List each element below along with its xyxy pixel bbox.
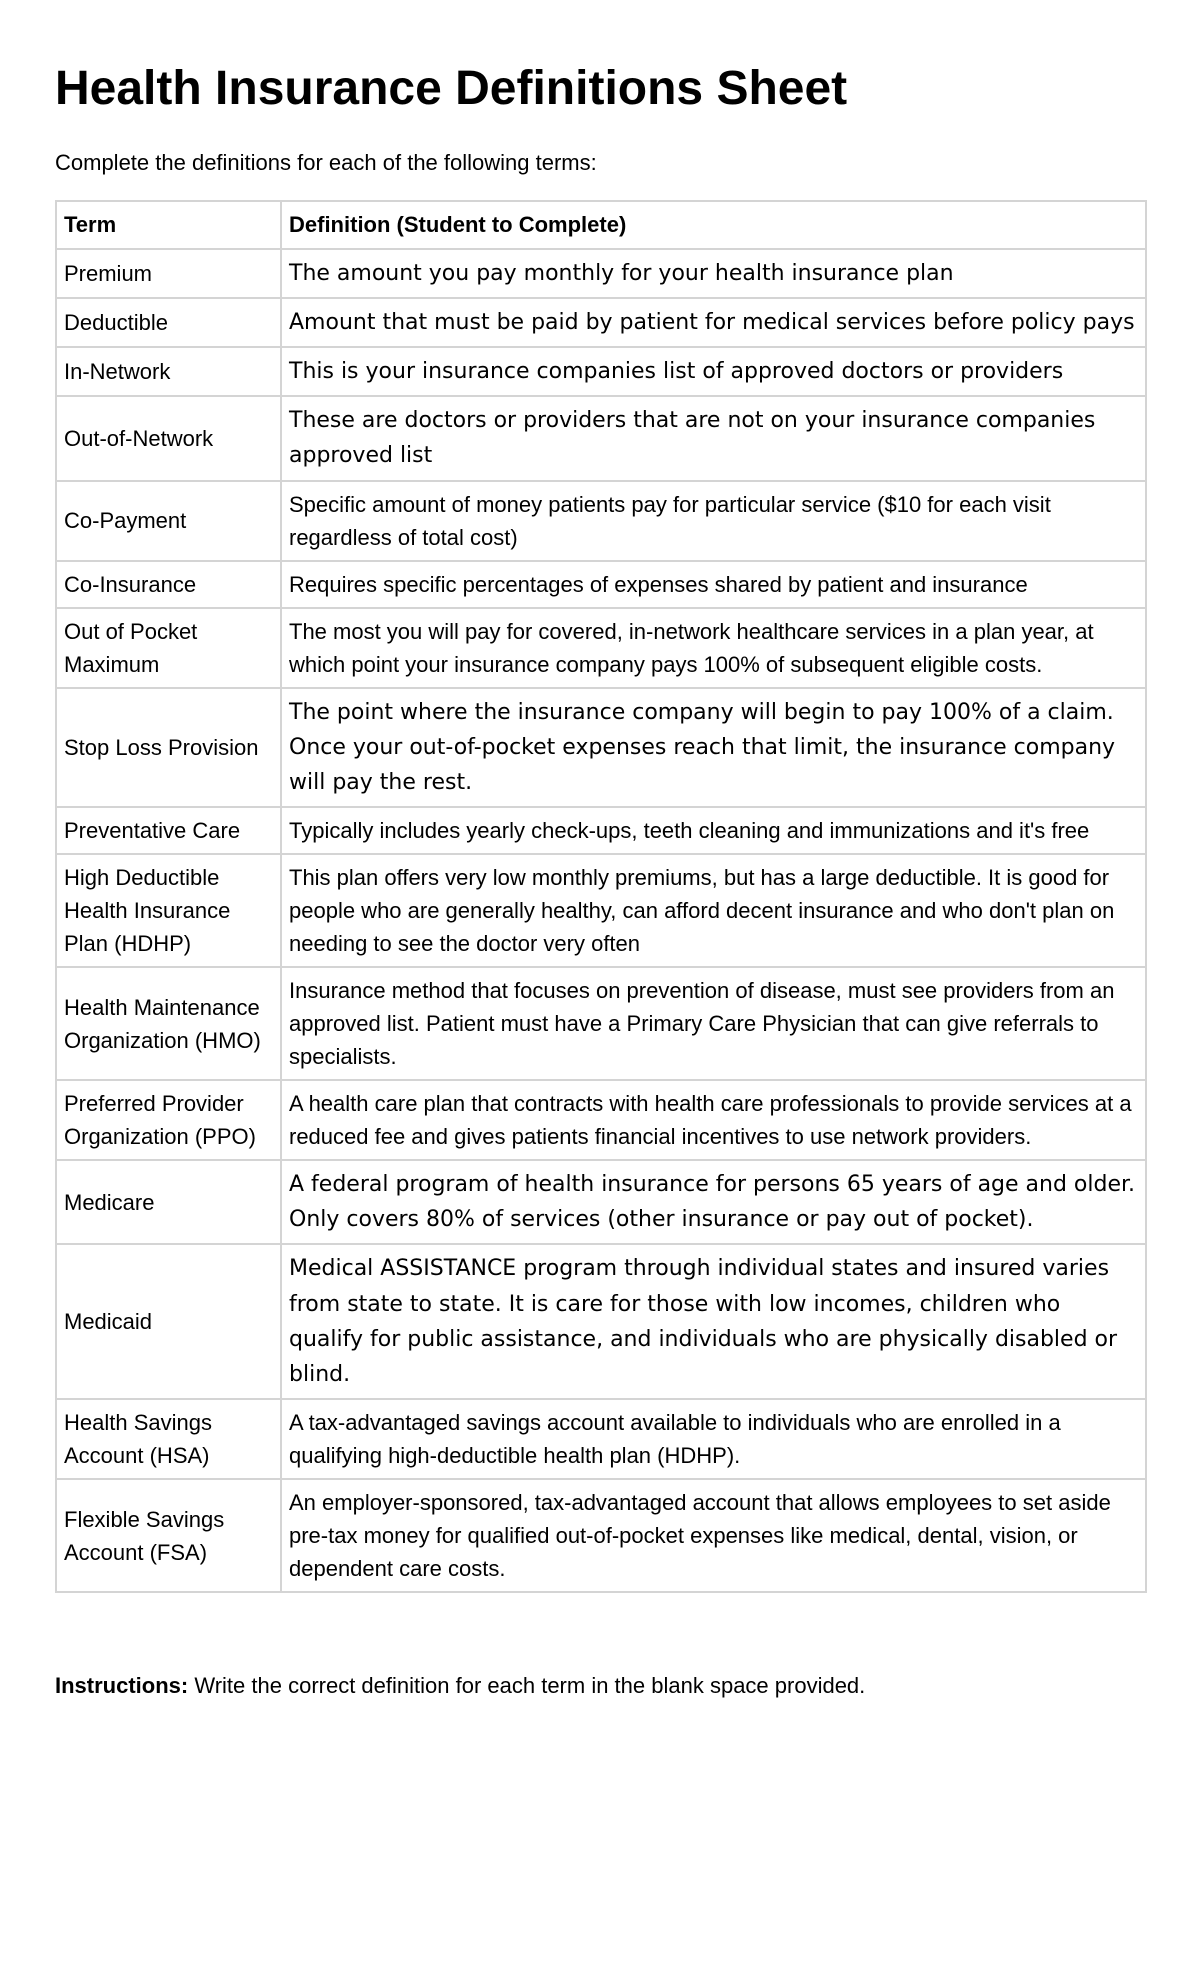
- table-row: [56, 481, 1146, 561]
- table-row: [56, 561, 1146, 608]
- definition-cell[interactable]: Amount that must be paid by patient for medical services before policy pays: [281, 298, 1146, 347]
- definition-cell[interactable]: This plan offers very low monthly premiums, but has a large deductible. It is good for people who are generally healthy, can afford decent insurance and who don't plan on needing to see the doctor very often: [281, 854, 1146, 967]
- table-row: [56, 1080, 1146, 1160]
- term-cell: Flexible Savings Account (FSA): [56, 1479, 281, 1592]
- table-header-row: [56, 201, 1146, 249]
- table-row: [56, 347, 1146, 396]
- table-row: [56, 608, 1146, 688]
- term-cell: Co-Payment: [56, 481, 281, 561]
- table-row: [56, 688, 1146, 808]
- definition-cell[interactable]: This is your insurance companies list of approved doctors or providers: [281, 347, 1146, 396]
- definition-cell[interactable]: Specific amount of money patients pay for particular service ($10 for each visit regardless of total cost): [281, 481, 1146, 561]
- definition-cell[interactable]: A tax-advantaged savings account available to individuals who are enrolled in a qualifying high-deductible health plan (HDHP).: [281, 1399, 1146, 1479]
- definition-cell[interactable]: An employer-sponsored, tax-advantaged account that allows employees to set aside pre-tax money for qualified out-of-pocket expenses like medical, dental, vision, or dependent care costs.: [281, 1479, 1146, 1592]
- instructions-label: Instructions:: [55, 1673, 189, 1699]
- instructions: [55, 1673, 1145, 1699]
- definition-cell[interactable]: Typically includes yearly check-ups, teeth cleaning and immunizations and it's free: [281, 807, 1146, 854]
- term-cell: In-Network: [56, 347, 281, 396]
- table-row: [56, 249, 1146, 298]
- table-row: [56, 396, 1146, 480]
- term-cell: Health Savings Account (HSA): [56, 1399, 281, 1479]
- instructions-text: Write the correct definition for each term in the blank space provided.: [188, 1673, 866, 1699]
- term-cell: Preventative Care: [56, 807, 281, 854]
- term-cell: Health Maintenance Organization (HMO): [56, 967, 281, 1080]
- definition-cell[interactable]: The most you will pay for covered, in-network healthcare services in a plan year, at which point your insurance company pays 100% of subsequent eligible costs.: [281, 608, 1146, 688]
- table-row: [56, 854, 1146, 967]
- term-cell: Medicare: [56, 1160, 281, 1244]
- term-cell: Deductible: [56, 298, 281, 347]
- table-row: [56, 807, 1146, 854]
- term-cell: Premium: [56, 249, 281, 298]
- definition-cell[interactable]: The amount you pay monthly for your health insurance plan: [281, 249, 1146, 298]
- term-cell: Out-of-Network: [56, 396, 281, 480]
- definition-cell[interactable]: A federal program of health insurance for persons 65 years of age and older. Only covers 80% of services (other insurance or pay out of pocket).: [281, 1160, 1146, 1244]
- definition-cell[interactable]: Insurance method that focuses on prevention of disease, must see providers from an approved list. Patient must have a Primary Care Physician that can give referrals to specialists.: [281, 967, 1146, 1080]
- table-row: [56, 1479, 1146, 1592]
- term-cell: Medicaid: [56, 1244, 281, 1399]
- table-row: [56, 298, 1146, 347]
- definition-cell[interactable]: These are doctors or providers that are not on your insurance companies approved list: [281, 396, 1146, 480]
- definitions-table: [55, 200, 1147, 1594]
- table-row: [56, 967, 1146, 1080]
- term-cell: Preferred Provider Organization (PPO): [56, 1080, 281, 1160]
- term-cell: Stop Loss Provision: [56, 688, 281, 808]
- definition-cell[interactable]: Medical ASSISTANCE program through individual states and insured varies from state to state. It is care for those with low incomes, children who qualify for public assistance, and individuals who are physically disabled or blind.: [281, 1244, 1146, 1399]
- intro-text: Complete the definitions for each of the following terms:: [55, 149, 597, 175]
- term-cell: Out of Pocket Maximum: [56, 608, 281, 688]
- table-row: [56, 1160, 1146, 1244]
- term-cell: High Deductible Health Insurance Plan (HDHP): [56, 854, 281, 967]
- page-title: Health Insurance Definitions Sheet: [55, 62, 848, 115]
- definition-cell[interactable]: A health care plan that contracts with health care professionals to provide services at a reduced fee and gives patients financial incentives to use network providers.: [281, 1080, 1146, 1160]
- table-row: [56, 1244, 1146, 1399]
- definition-cell[interactable]: The point where the insurance company will begin to pay 100% of a claim. Once your out-of-pocket expenses reach that limit, the insurance company will pay the rest.: [281, 688, 1146, 808]
- definition-cell[interactable]: Requires specific percentages of expenses shared by patient and insurance: [281, 561, 1146, 608]
- term-cell: Co-Insurance: [56, 561, 281, 608]
- table-row: [56, 1399, 1146, 1479]
- header-definition: Definition (Student to Complete): [281, 201, 1146, 249]
- header-term: Term: [56, 201, 281, 249]
